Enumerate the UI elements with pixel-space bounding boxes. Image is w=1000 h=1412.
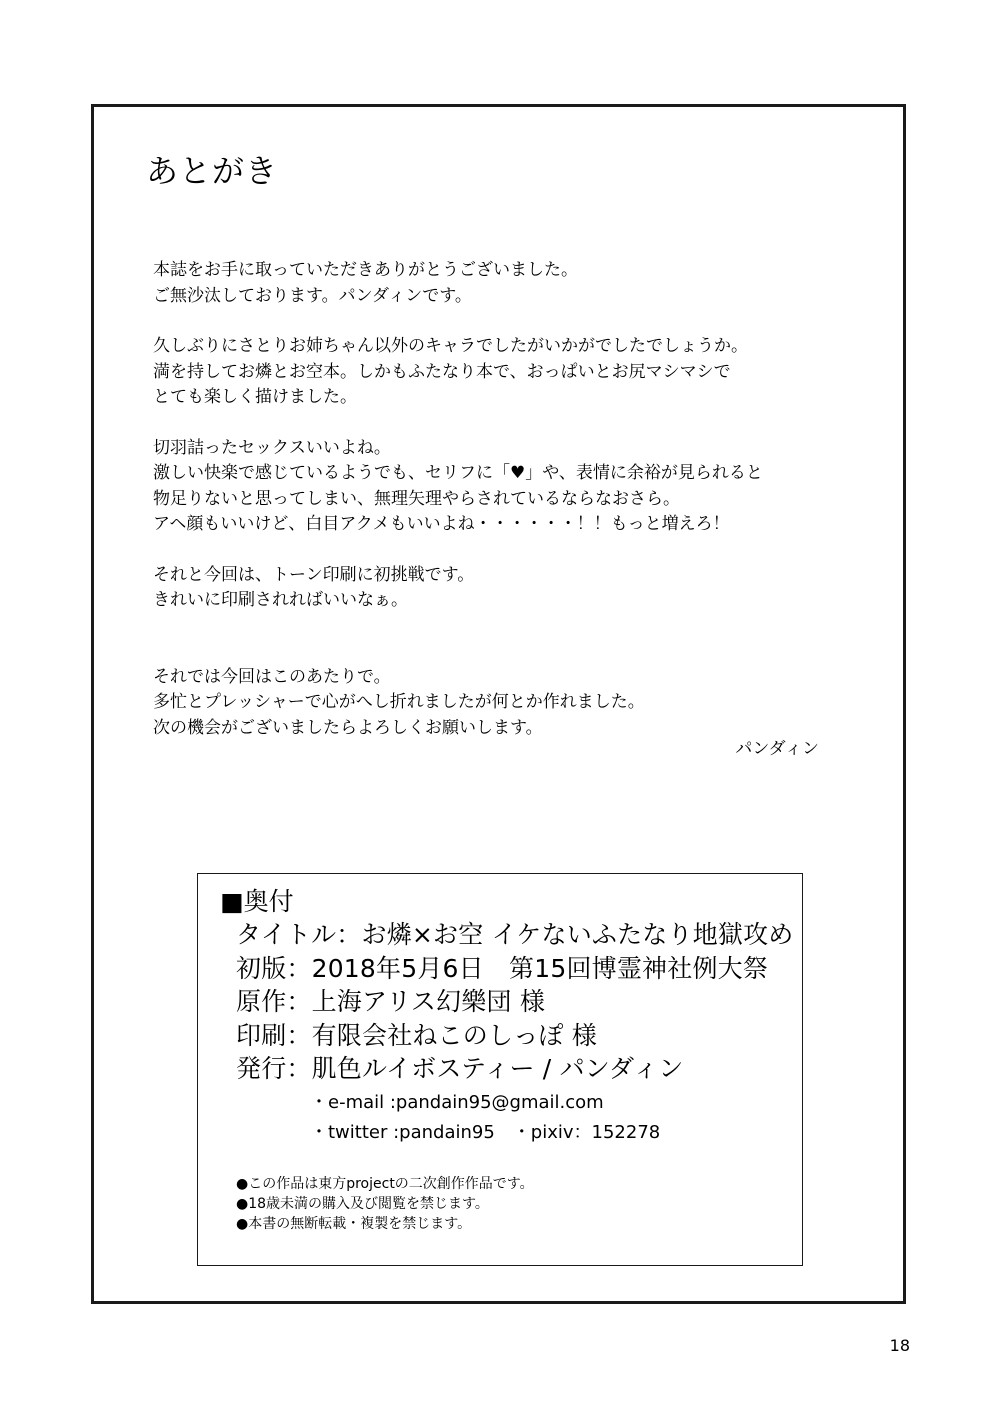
afterword-paragraph [153,436,853,538]
note-item: ●18歳未満の購入及び閲覧を禁じます。 [236,1196,489,1212]
contact-email: ・e-mail :pandain95@gmail.com [310,1092,604,1113]
colophon-entries [236,918,794,1086]
text-line: 激しい快楽で感じているようでも、セリフに「♥」や、表情に余裕が見られると [153,463,763,483]
afterword-paragraph [153,563,853,614]
text-line: アヘ顔もいいけど、白目アクメもいいよね・・・・・・！！もっと増えろ！ [153,514,730,534]
text-line: 多忙とプレッシャーで心がへし折れましたが何とか作れました。 [153,692,645,712]
colophon-original-work: 原作：上海アリス幻樂団 様 [236,987,546,1016]
colophon-contacts [310,1088,660,1148]
note-item: ●この作品は東方projectの二次創作作品です。 [236,1176,534,1192]
afterword-heading: あとがき [146,152,279,190]
colophon-box [197,873,803,1266]
text-line: 久しぶりにさとりお姉ちゃん以外のキャラでしたがいかがでしたでしょうか。 [153,336,748,356]
contact-social: ・twitter :pandain95 ・pixiv：152278 [310,1122,661,1143]
text-line: それと今回は、トーン印刷に初挑戦です。 [153,564,475,585]
text-line: それでは今回はこのあたりで。 [153,666,391,687]
colophon-first-edition: 初版：2018年5月6日 第15回博霊神社例大祭 [236,953,769,983]
text-line: とても楽しく描けました。 [153,387,357,407]
text-line: 物足りないと思ってしまい、無理矢理やらされているならなおさら。 [153,488,680,509]
text-line: きれいに印刷されればいいなぁ。 [153,590,408,610]
text-line: 満を持してお燐とお空本。しかもふたなり本で、おっぱいとお尻マシマシで [153,361,731,382]
author-signature: パンダィン [735,739,819,759]
afterword-paragraph [153,334,853,411]
afterword-paragraph [153,665,853,742]
colophon-title: タイトル：お燐×お空 イケないふたなり地獄攻め [236,920,794,949]
afterword-body [153,258,853,766]
text-line: 本誌をお手に取っていただきありがとうございました。 [153,260,578,280]
colophon-publisher: 発行：肌色ルイボスティー / パンダィン [236,1054,684,1083]
text-line: 切羽詰ったセックスいいよね。 [153,437,391,458]
afterword-paragraph [153,258,853,309]
page-number: 18 [889,1336,910,1355]
colophon-notes [236,1174,534,1234]
colophon-heading: ■奥付 [220,887,294,916]
colophon-printer: 印刷：有限会社ねこのしっぽ 様 [236,1020,597,1050]
text-line: ご無沙汰しております。パンダィンです。 [153,285,472,306]
note-item: ●本書の無断転載・複製を禁じます。 [236,1216,472,1232]
text-line: 次の機会がございましたらよろしくお願いします。 [153,717,543,738]
